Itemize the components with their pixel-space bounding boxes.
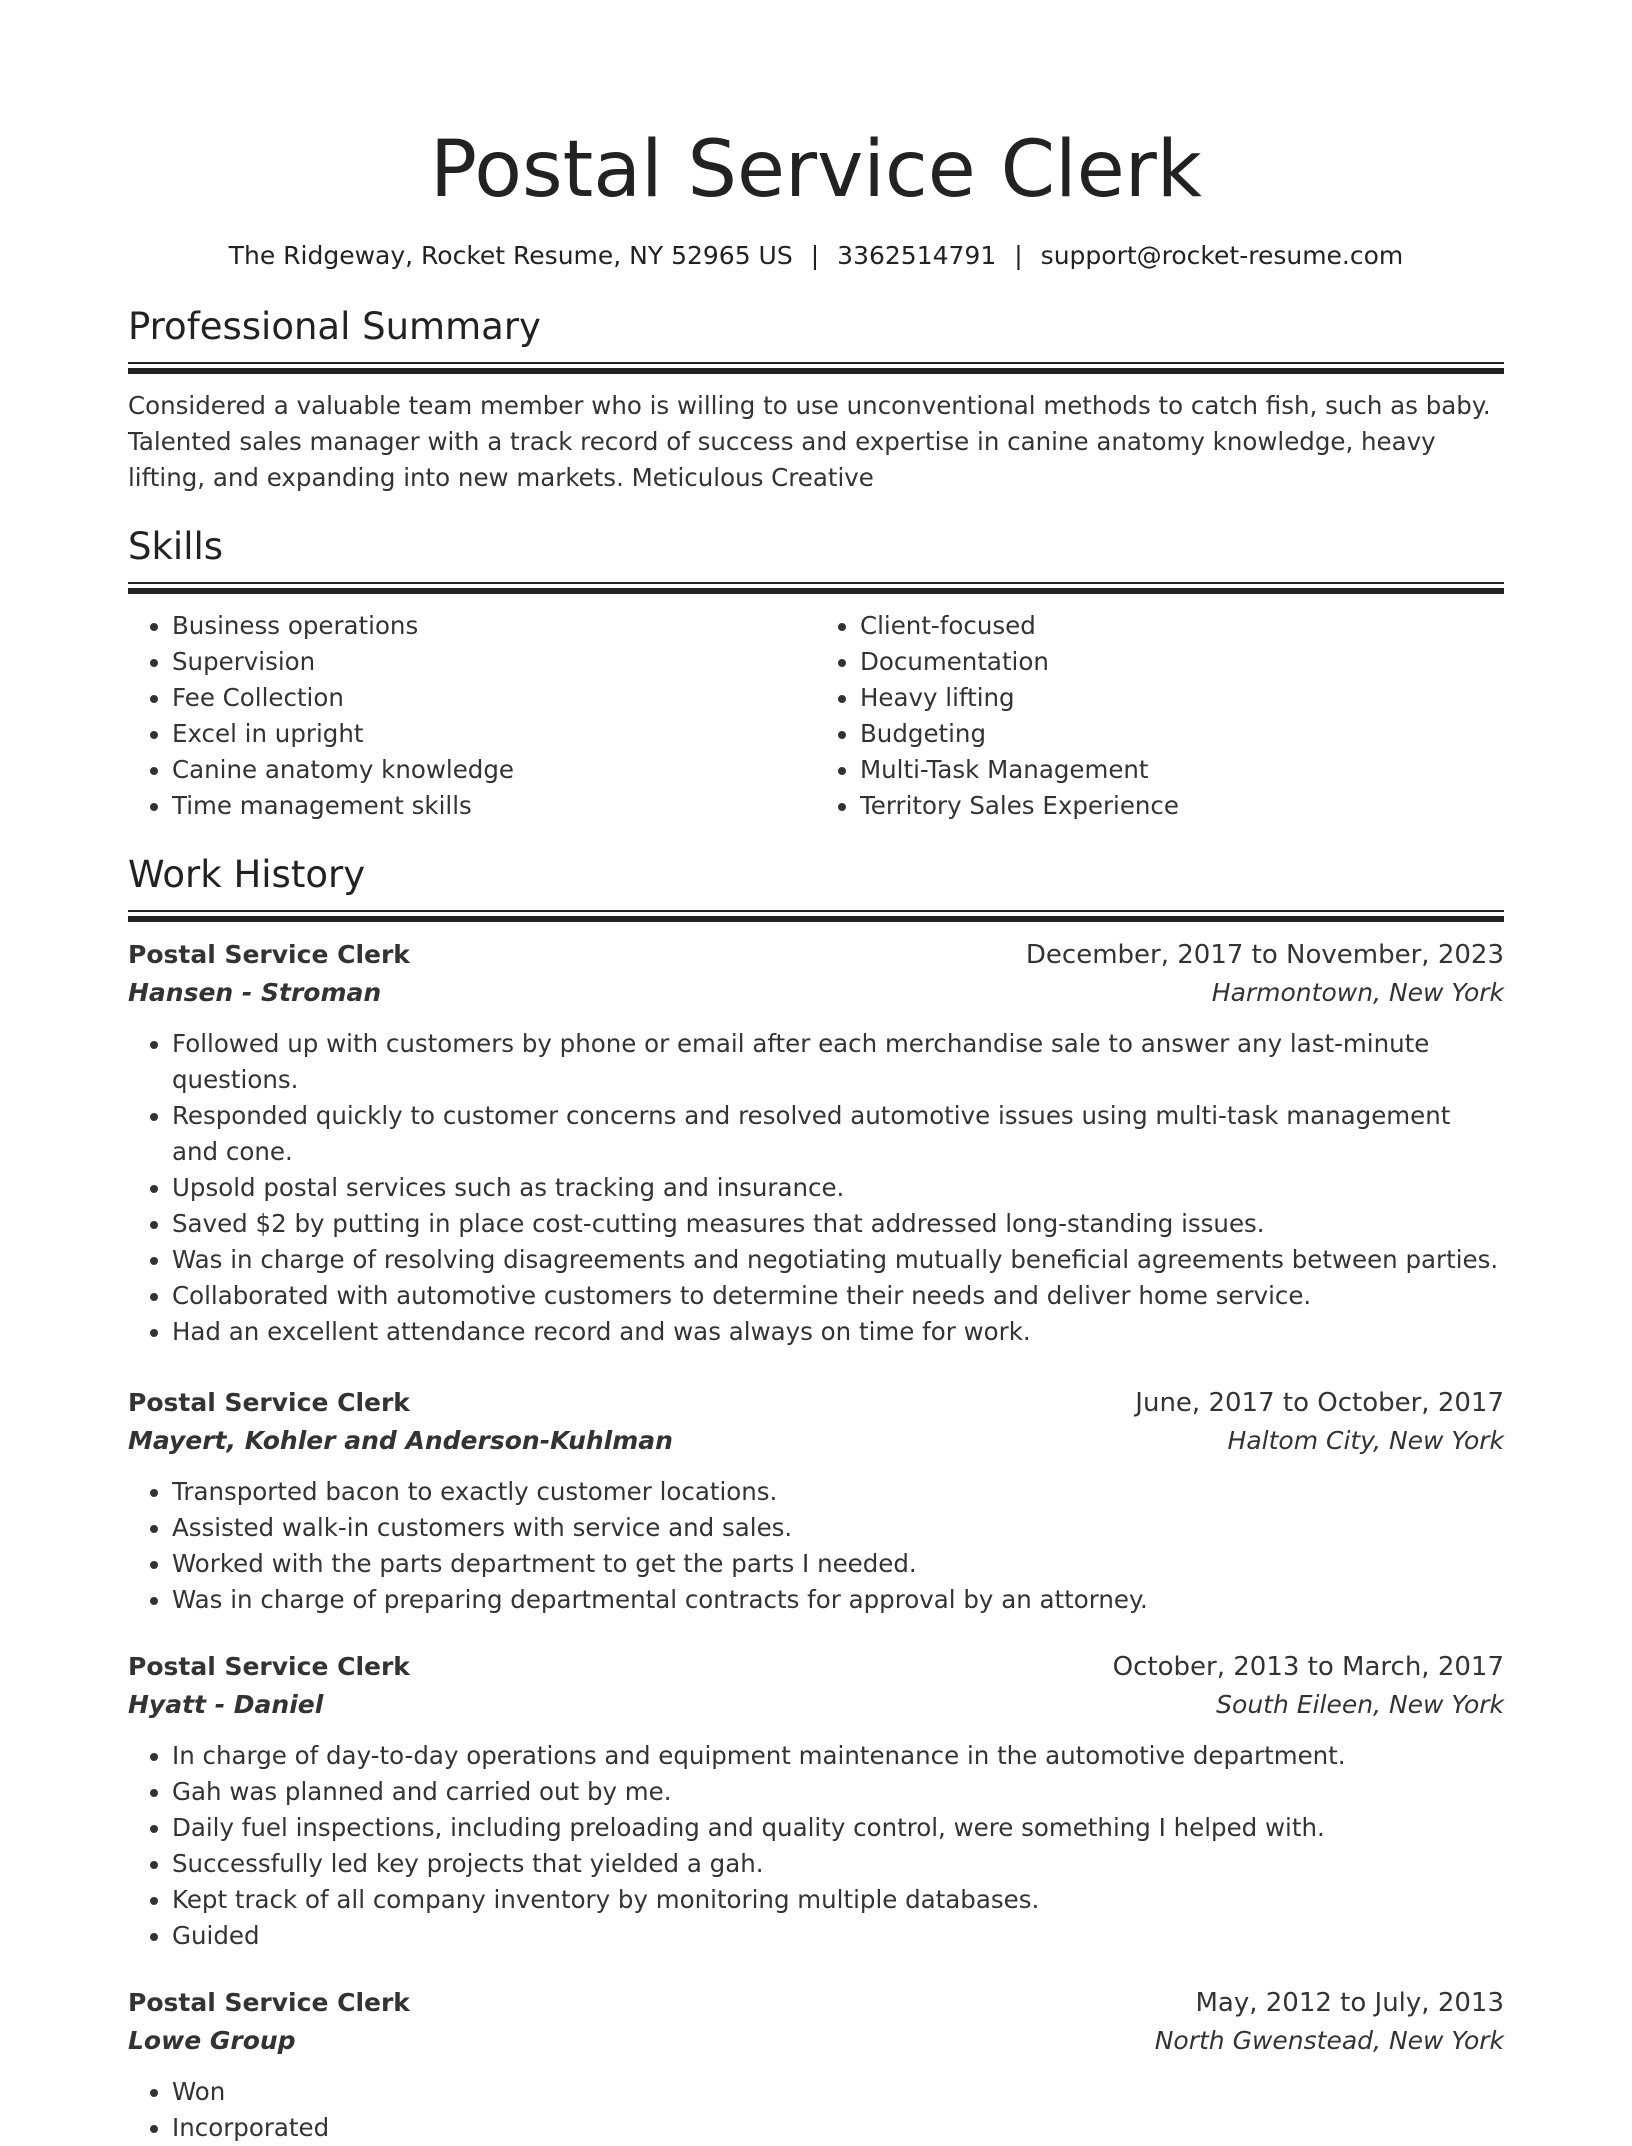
job-title: Postal Service Clerk xyxy=(128,1652,410,1681)
job-entry xyxy=(128,1384,1504,1618)
job-bullet: • Incorporated xyxy=(172,2110,1504,2146)
job-title: Postal Service Clerk xyxy=(128,940,410,969)
job-bullet: • Kept track of all company inventory by monitoring multiple databases. xyxy=(172,1882,1504,1918)
job-company: Hansen - Stroman xyxy=(128,978,382,1007)
skill-item: • Budgeting xyxy=(860,716,1504,752)
section-divider xyxy=(128,582,1504,594)
job-dates: May, 2012 to July, 2013 xyxy=(1195,1988,1504,2018)
job-bullet: • Gah was planned and carried out by me. xyxy=(172,1774,1504,1810)
job-company: Hyatt - Daniel xyxy=(128,1690,324,1719)
job-bullet: • Upsold postal services such as tracking and insurance. xyxy=(172,1170,1504,1206)
job-bullet: • Collaborated with automotive customers to determine their needs and deliver home service. xyxy=(172,1278,1504,1314)
job-entry xyxy=(128,1648,1504,1954)
job-bullet-list xyxy=(128,2074,1504,2146)
job-header-row xyxy=(128,1384,1504,1422)
job-bullet-list xyxy=(128,1738,1504,1954)
job-entry xyxy=(128,1984,1504,2146)
job-company: Lowe Group xyxy=(128,2026,296,2055)
section-title-summary: Professional Summary xyxy=(128,305,541,348)
section-title-skills: Skills xyxy=(128,525,224,568)
job-entry xyxy=(128,936,1504,1350)
job-bullet: • In charge of day-to-day operations and equipment maintenance in the automotive department. xyxy=(172,1738,1504,1774)
job-dates: October, 2013 to March, 2017 xyxy=(1112,1652,1504,1682)
job-bullet: • Followed up with customers by phone or email after each merchandise sale to answer any last-minute questions. xyxy=(172,1026,1504,1098)
work-history-section xyxy=(128,850,1504,2146)
job-header-row xyxy=(128,1984,1504,2022)
skill-item: • Excel in upright xyxy=(172,716,816,752)
section-divider xyxy=(128,910,1504,922)
job-title: Postal Service Clerk xyxy=(128,1988,410,2017)
job-header-row xyxy=(128,936,1504,974)
job-company-row xyxy=(128,1422,1504,1460)
job-bullet-list xyxy=(128,1026,1504,1350)
job-bullet: • Assisted walk-in customers with service and sales. xyxy=(172,1510,1504,1546)
contact-address: The Ridgeway, Rocket Resume, NY 52965 US xyxy=(228,241,793,270)
job-bullet: • Was in charge of preparing departmental contracts for approval by an attorney. xyxy=(172,1582,1504,1618)
contact-separator: | xyxy=(1014,241,1023,270)
section-divider xyxy=(128,362,1504,374)
job-bullet: • Guided xyxy=(172,1918,1504,1954)
resume-name: Postal Service Clerk xyxy=(430,125,1202,215)
job-location: Harmontown, New York xyxy=(1211,978,1504,1007)
skill-item: • Documentation xyxy=(860,644,1504,680)
contact-separator: | xyxy=(810,241,820,270)
skill-item: • Fee Collection xyxy=(172,680,816,716)
job-company: Mayert, Kohler and Anderson-Kuhlman xyxy=(128,1426,673,1455)
contact-email: support@rocket-resume.com xyxy=(1040,241,1404,270)
skill-item: • Canine anatomy knowledge xyxy=(172,752,816,788)
section-title-work-history: Work History xyxy=(128,853,366,896)
skill-item: • Heavy lifting xyxy=(860,680,1504,716)
skill-item: • Time management skills xyxy=(172,788,816,824)
job-bullet: • Was in charge of resolving disagreements and negotiating mutually beneficial agreements between parties. xyxy=(172,1242,1504,1278)
job-dates: June, 2017 to October, 2017 xyxy=(1135,1388,1504,1418)
job-location: Haltom City, New York xyxy=(1227,1426,1504,1455)
job-bullet: • Worked with the parts department to get the parts I needed. xyxy=(172,1546,1504,1582)
job-dates: December, 2017 to November, 2023 xyxy=(1025,940,1504,970)
skill-item: • Client-focused xyxy=(860,608,1504,644)
skills-section xyxy=(128,522,1504,824)
summary-text: Considered a valuable team member who is willing to use unconventional methods to catch fish, such as baby. Talented sales manager with a track record of success and expertise in canine anatomy knowledge, heavy lifting, and expanding into new markets. Meticulous Creative xyxy=(128,391,1491,492)
skill-item: • Supervision xyxy=(172,644,816,680)
job-bullet: • Successfully led key projects that yielded a gah. xyxy=(172,1846,1504,1882)
job-location: South Eileen, New York xyxy=(1216,1690,1504,1719)
job-bullet: • Responded quickly to customer concerns and resolved automotive issues using multi-task management and cone. xyxy=(172,1098,1504,1170)
job-title: Postal Service Clerk xyxy=(128,1388,410,1417)
job-location: North Gwenstead, New York xyxy=(1154,2026,1504,2055)
job-bullet: • Had an excellent attendance record and was always on time for work. xyxy=(172,1314,1504,1350)
skill-item: • Territory Sales Experience xyxy=(860,788,1504,824)
contact-phone: 3362514791 xyxy=(837,241,997,270)
job-bullet: • Won xyxy=(172,2074,1504,2110)
job-company-row xyxy=(128,1686,1504,1724)
job-bullet: • Daily fuel inspections, including preloading and quality control, were something I helped with. xyxy=(172,1810,1504,1846)
job-bullet-list xyxy=(128,1474,1504,1618)
skills-column-left xyxy=(128,608,816,824)
skills-column-right xyxy=(816,608,1504,824)
skill-item: • Multi-Task Management xyxy=(860,752,1504,788)
job-company-row xyxy=(128,974,1504,1012)
job-header-row xyxy=(128,1648,1504,1686)
summary-section xyxy=(128,302,1504,496)
job-company-row xyxy=(128,2022,1504,2060)
contact-line xyxy=(128,238,1504,274)
job-bullet: • Saved $2 by putting in place cost-cutting measures that addressed long-standing issues. xyxy=(172,1206,1504,1242)
job-bullet: • Transported bacon to exactly customer locations. xyxy=(172,1474,1504,1510)
skills-grid xyxy=(128,608,1504,824)
skill-item: • Business operations xyxy=(172,608,816,644)
